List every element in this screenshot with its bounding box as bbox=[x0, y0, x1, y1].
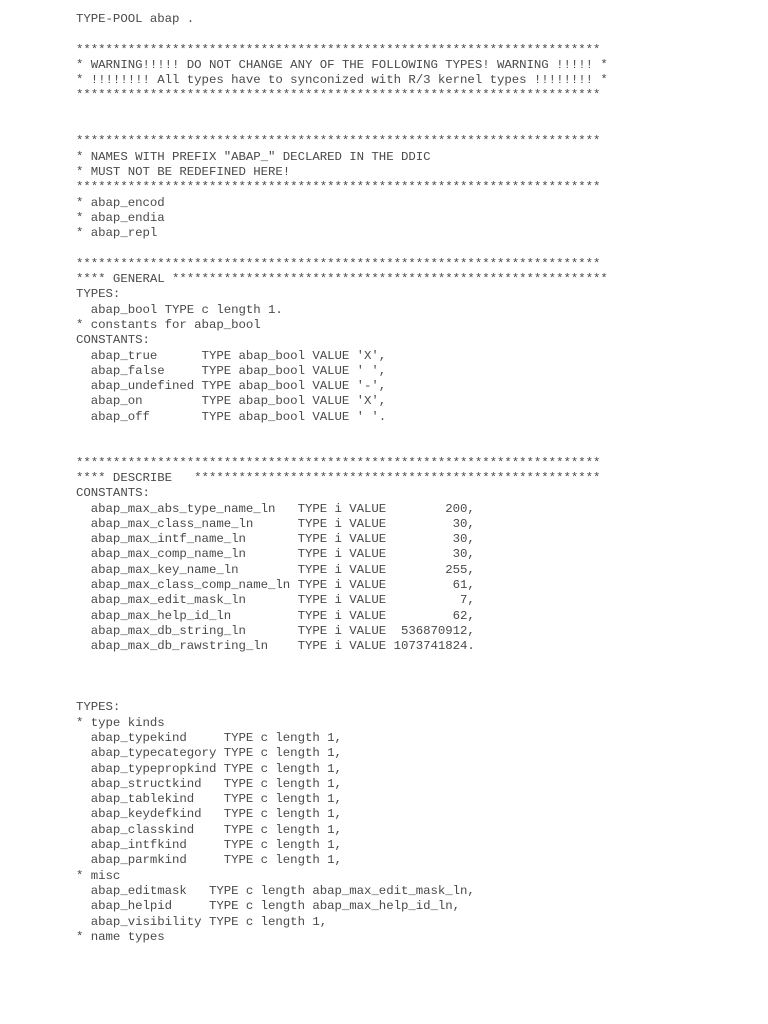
code-line: abap_visibility TYPE c length 1, bbox=[76, 914, 328, 929]
code-line bbox=[76, 104, 756, 119]
code-line bbox=[76, 440, 756, 455]
code-line bbox=[76, 119, 756, 134]
code-line: abap_classkind TYPE c length 1, bbox=[76, 822, 342, 837]
code-line bbox=[76, 27, 756, 42]
code-line: abap_structkind TYPE c length 1, bbox=[76, 776, 342, 791]
code-line: *********************************************************************** bbox=[76, 42, 601, 57]
code-line: abap_max_comp_name_ln TYPE i VALUE 30, bbox=[76, 547, 475, 562]
code-line: TYPES: bbox=[76, 287, 121, 302]
code-line: * name types bbox=[76, 929, 165, 944]
code-line: abap_bool TYPE c length 1. bbox=[76, 302, 283, 317]
code-line bbox=[76, 670, 756, 685]
code-line: abap_false TYPE abap_bool VALUE ' ', bbox=[76, 363, 387, 378]
code-line: * !!!!!!!! All types have to synconized with R/3 kernel types !!!!!!!! * bbox=[76, 73, 608, 88]
code-line: * abap_repl bbox=[76, 226, 158, 241]
code-line: abap_parmkind TYPE c length 1, bbox=[76, 853, 342, 868]
code-line: abap_max_abs_type_name_ln TYPE i VALUE 200, bbox=[76, 501, 475, 516]
code-line: abap_true TYPE abap_bool VALUE 'X', bbox=[76, 348, 387, 363]
code-line: abap_typecategory TYPE c length 1, bbox=[76, 746, 342, 761]
code-line: * misc bbox=[76, 868, 121, 883]
code-line: abap_typepropkind TYPE c length 1, bbox=[76, 761, 342, 776]
code-line: abap_max_db_string_ln TYPE i VALUE 536870912, bbox=[76, 623, 475, 638]
code-line: abap_max_class_comp_name_ln TYPE i VALUE 61, bbox=[76, 577, 475, 592]
code-line: * type kinds bbox=[76, 715, 165, 730]
code-line: abap_max_intf_name_ln TYPE i VALUE 30, bbox=[76, 532, 475, 547]
code-line: * NAMES WITH PREFIX "ABAP_" DECLARED IN THE DDIC bbox=[76, 149, 431, 164]
code-line: *********************************************************************** bbox=[76, 256, 601, 271]
code-line: abap_editmask TYPE c length abap_max_edit_mask_ln, bbox=[76, 883, 475, 898]
code-line: *********************************************************************** bbox=[76, 134, 601, 149]
code-line: **** GENERAL *********************************************************** bbox=[76, 272, 608, 287]
code-document bbox=[76, 12, 756, 945]
code-line: * WARNING!!!!! DO NOT CHANGE ANY OF THE FOLLOWING TYPES! WARNING !!!!! * bbox=[76, 57, 608, 72]
code-line: abap_max_db_rawstring_ln TYPE i VALUE 1073741824. bbox=[76, 639, 475, 654]
code-line: abap_helpid TYPE c length abap_max_help_id_ln, bbox=[76, 899, 461, 914]
code-line: abap_max_help_id_ln TYPE i VALUE 62, bbox=[76, 608, 475, 623]
code-line: abap_max_class_name_ln TYPE i VALUE 30, bbox=[76, 516, 475, 531]
code-line: TYPE-POOL abap . bbox=[76, 12, 195, 26]
code-line: * MUST NOT BE REDEFINED HERE! bbox=[76, 164, 291, 179]
code-line: *********************************************************************** bbox=[76, 88, 601, 103]
code-line: abap_typekind TYPE c length 1, bbox=[76, 730, 342, 745]
code-line: *********************************************************************** bbox=[76, 180, 601, 195]
code-line: * abap_endia bbox=[76, 210, 165, 225]
code-line: abap_keydefkind TYPE c length 1, bbox=[76, 807, 342, 822]
code-line: abap_off TYPE abap_bool VALUE ' '. bbox=[76, 409, 387, 424]
code-line: abap_max_edit_mask_ln TYPE i VALUE 7, bbox=[76, 593, 475, 608]
code-line bbox=[76, 241, 756, 256]
code-line: **** DESCRIBE ******************************************************* bbox=[76, 470, 601, 485]
code-line: * abap_encod bbox=[76, 195, 165, 210]
code-line: CONSTANTS: bbox=[76, 333, 150, 348]
code-line bbox=[76, 425, 756, 440]
code-line: abap_tablekind TYPE c length 1, bbox=[76, 792, 342, 807]
code-line bbox=[76, 685, 756, 700]
code-line: * constants for abap_bool bbox=[76, 317, 261, 332]
code-line: *********************************************************************** bbox=[76, 455, 601, 470]
code-line: CONSTANTS: bbox=[76, 486, 150, 501]
code-line: TYPES: bbox=[76, 700, 121, 715]
code-line: abap_intfkind TYPE c length 1, bbox=[76, 838, 342, 853]
code-line: abap_undefined TYPE abap_bool VALUE '-', bbox=[76, 379, 387, 394]
code-line: abap_on TYPE abap_bool VALUE 'X', bbox=[76, 394, 387, 409]
code-line bbox=[76, 654, 756, 669]
code-line: abap_max_key_name_ln TYPE i VALUE 255, bbox=[76, 562, 475, 577]
